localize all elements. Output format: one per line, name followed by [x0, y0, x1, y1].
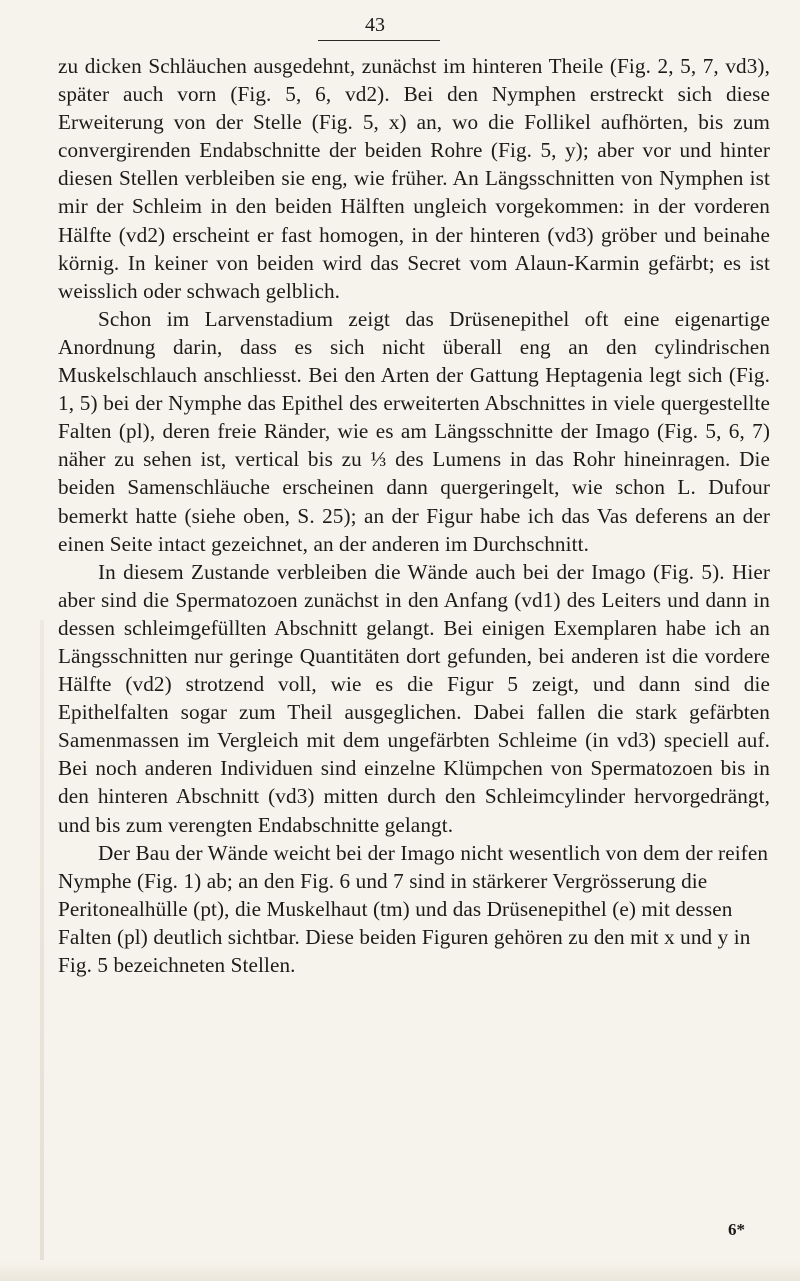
paragraph-4: Der Bau der Wände weicht bei der Imago nicht wesentlich von dem der reifen Nymphe (Fig. 1) ab; an den Fig. 6 und 7 sind in stärkerer Vergrösserung die Peritonealhülle (pt), die Muskelhaut (tm) und das Drüsenepithel (e) mit dessen Falten (pl) deutlich sichtbar. Diese beiden Figuren gehören zu den mit x und y in Fig. 5 bezeichneten Stellen. [58, 840, 769, 977]
page-number: 43 [365, 14, 385, 36]
body-text [58, 52, 770, 979]
paragraph-3: In diesem Zustande verbleiben die Wände auch bei der Imago (Fig. 5). Hier aber sind die Spermatozoen zunächst in den Anfang (vd1) des Leiters und dann in dessen schleimgefüllten Abschnitt gelangt. Bei einigen Exemplaren habe ich an Längsschnitten nur geringe Quantitäten dort gefunden, bei anderen ist die vordere Hälfte (vd2) strotzend voll, wie es die Figur 5 zeigt, und dann sind die Epithelfalten sogar zum Theil ausgeglichen. Dabei fallen die stark gefärbten Samenmassen im Vergleich mit dem ungefärbten Schleime (in vd3) speciell auf. Bei noch anderen Individuen sind einzelne Klümpchen von Spermatozoen bis in den hinteren Abschnitt (vd3) mitten durch den Schleimcylinder hervorgedrängt, und bis zum verengten Endabschnitte gelangt. [58, 559, 770, 837]
binding-shadow [40, 620, 44, 1260]
header-rule [318, 40, 440, 41]
signature-mark: 6* [728, 1220, 745, 1239]
page-bottom-edge [0, 1262, 800, 1281]
paragraph-1: zu dicken Schläuchen ausgedehnt, zunächst im hinteren Theile (Fig. 2, 5, 7, vd3), später auch vorn (Fig. 5, 6, vd2). Bei den Nymphen erstreckt sich diese Erweiterung von der Stelle (Fig. 5, x) an, wo die Follikel aufhörten, bis zum convergirenden Endabschnitte der beiden Rohre (Fig. 5, y); aber vor und hinter diesen Stellen verbleiben sie eng, wie früher. An Längsschnitten von Nymphen ist mir der Schleim in den beiden Hälften ungleich vorgekommen: in der vorderen Hälfte (vd2) erscheint er fast homogen, in der hinteren (vd3) gröber und beinahe körnig. In keiner von beiden wird das Secret vom Alaun-Karmin gefärbt; es ist weisslich oder schwach gelblich. [58, 54, 770, 303]
paragraph-2: Schon im Larvenstadium zeigt das Drüsenepithel oft eine eigenartige Anordnung darin, dass es sich nicht überall eng an den cylindrischen Muskelschlauch anschliesst. Bei den Arten der Gattung Heptagenia legt sich (Fig. 1, 5) bei der Nymphe das Epithel des erweiterten Abschnittes in viele quergestellte Falten (pl), deren freie Ränder, wie es am Längsschnitte der Imago (Fig. 5, 6, 7) näher zu sehen ist, vertical bis zu ⅓ des Lumens in das Rohr hineinragen. Die beiden Samenschläuche erscheinen dann quergeringelt, wie schon L. Dufour bemerkt hatte (siehe oben, S. 25); an der Figur habe ich das Vas deferens an der einen Seite intact gezeichnet, an der anderen im Durchschnitt. [58, 306, 770, 556]
